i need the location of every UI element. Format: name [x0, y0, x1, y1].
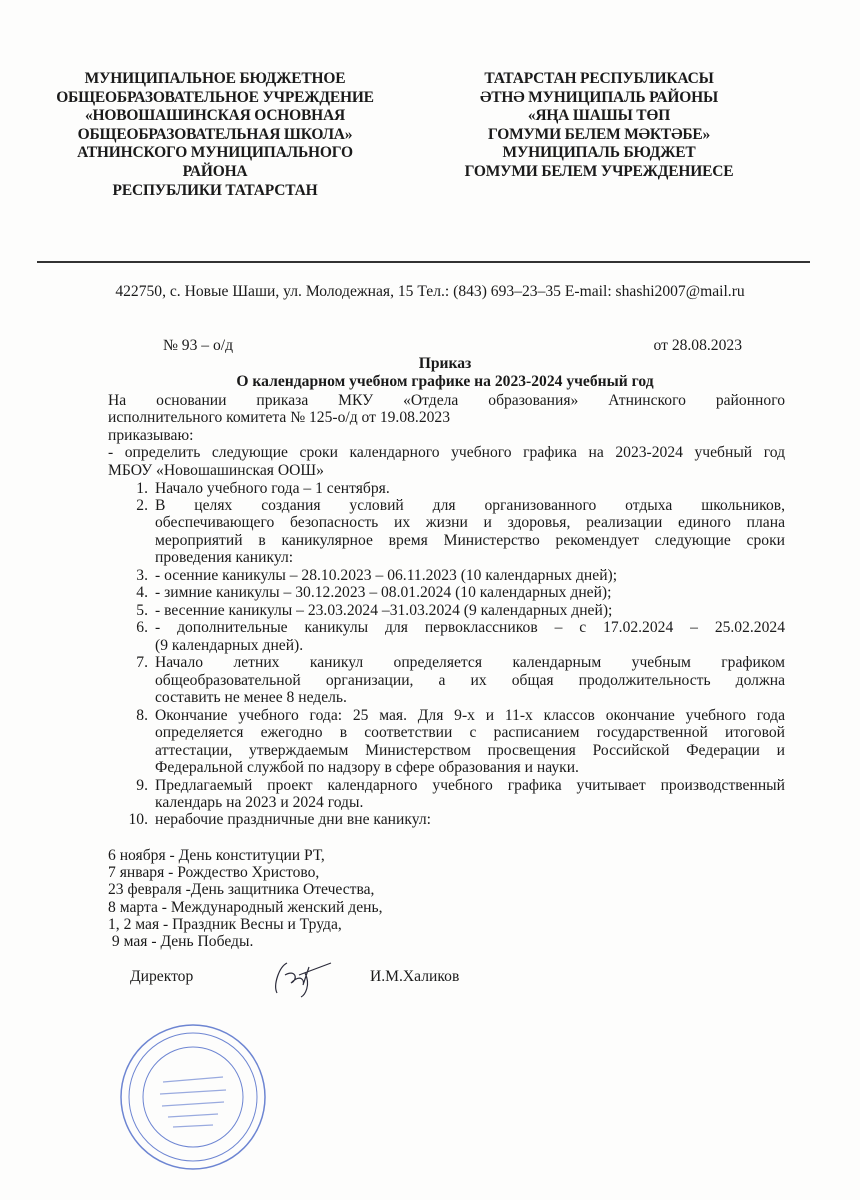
list-number: 10. — [128, 811, 148, 828]
signature-name: И.М.Халиков — [370, 968, 460, 985]
list-number: 8. — [136, 707, 148, 724]
list-item-line: обеспечивающего безопасность их жизни и здоровья, реализации единого плана — [155, 514, 785, 531]
holiday-line: 6 ноября - День конституции РТ, — [108, 847, 325, 864]
list-number: 4. — [136, 584, 148, 601]
header-right-line: ГОМУМИ БЕЛЕМ УЧРЕЖДЕНИЕСЕ — [464, 162, 734, 180]
doc-title: О календарном учебном графике на 2023-2024 учебный год — [236, 373, 654, 390]
header-left — [15, 70, 415, 200]
order-number: № 93 – о/д — [163, 337, 234, 354]
header-left-line: РАЙОНА — [182, 162, 248, 180]
list-item-line: - дополнительные каникулы для первоклассников – с 17.02.2024 – 25.02.2024 — [155, 619, 785, 636]
list-number: 3. — [136, 567, 148, 584]
header-right-line: ТАТАРСТАН РЕСПУБЛИКАСЫ — [484, 70, 714, 87]
list-item-line: проведения каникул: — [155, 549, 294, 566]
list-item-line: мероприятий в каникулярное время Министерство рекомендует следующие сроки — [155, 532, 785, 549]
list-item-line: составить не менее 8 недель. — [155, 689, 347, 706]
address: 422750, с. Новые Шаши, ул. Молодежная, 15 Тел.: (843) 693–23–35 E-mail: shashi2007@mail.ru — [115, 283, 745, 300]
holiday-line: 7 января - Рождество Христово, — [108, 864, 320, 881]
list-number: 9. — [136, 777, 148, 794]
list-number: 2. — [136, 497, 148, 514]
header-right-line: ГОМУМИ БЕЛЕМ МӘКТӘБЕ» — [487, 125, 711, 143]
header-right-line: «ЯҢА ШАШЫ ТӨП — [527, 107, 671, 125]
official-stamp — [118, 1022, 268, 1172]
list-number: 1. — [136, 480, 148, 497]
doc-type: Приказ — [418, 355, 472, 372]
list-item-line: Окончание учебного года: 25 мая. Для 9-х и 11-х классов окончание учебного года — [155, 707, 785, 724]
header-divider — [37, 261, 810, 263]
holiday-line: 1, 2 мая - Праздник Весны и Труда, — [108, 916, 342, 933]
list-item-line: календарь на 2023 и 2024 годы. — [155, 794, 364, 811]
list-item-line: В целях создания условий для организованного отдыха школьников, — [155, 497, 785, 514]
header-left-line: МУНИЦИПАЛЬНОЕ БЮДЖЕТНОЕ — [84, 70, 346, 87]
intro-line: - определить следующие сроки календарного учебного графика на 2023-2024 учебный год — [108, 444, 785, 461]
header-left-line: АТНИНСКОГО МУНИЦИПАЛЬНОГО — [77, 144, 353, 162]
signature-role: Директор — [130, 968, 194, 985]
list-item-line: определяется ежегодно в соответствии с расписанием государственной итоговой — [155, 724, 785, 741]
intro-line: исполнительного комитета № 125-о/д от 19.08.2023 — [108, 409, 451, 426]
list-number: 5. — [136, 602, 148, 619]
list-item-line: нерабочие праздничные дни вне каникул: — [155, 811, 431, 828]
holiday-line: 8 марта - Международный женский день, — [108, 899, 383, 916]
holiday-line: 9 мая - День Победы. — [108, 933, 254, 950]
list-item-line: Начало летних каникул определяется календарным учебным графиком — [155, 654, 785, 671]
list-item-line: - весенние каникулы – 23.03.2024 –31.03.2024 (9 календарных дней); — [155, 602, 613, 619]
list-number: 6. — [136, 619, 148, 636]
list-item-line: - зимние каникулы – 30.12.2023 – 08.01.2024 (10 календарных дней); — [155, 584, 612, 601]
header-left-line: ОБЩЕОБРАЗОВАТЕЛЬНОЕ УЧРЕЖДЕНИЕ — [56, 88, 374, 106]
intro-line: приказываю: — [108, 427, 194, 444]
list-item-line: общеобразовательной организации, а их общая продолжительность должна — [155, 672, 785, 689]
intro-line: На основании приказа МКУ «Отдела образования» Атнинского районного — [108, 392, 785, 409]
list-item-line: (9 календарных дней). — [155, 637, 304, 654]
header-right — [399, 70, 799, 182]
header-right-line: МУНИЦИПАЛЬ БЮДЖЕТ — [502, 144, 696, 162]
header-left-line: ОБЩЕОБРАЗОВАТЕЛЬНАЯ ШКОЛА» — [77, 125, 353, 143]
list-item-line: Начало учебного года – 1 сентября. — [155, 480, 390, 497]
header-right-line: ӘТНӘ МУНИЦИПАЛЬ РАЙОНЫ — [480, 88, 718, 106]
header-left-line: «НОВОШАШИНСКАЯ ОСНОВНАЯ — [84, 107, 346, 125]
header-left-line: РЕСПУБЛИКИ ТАТАРСТАН — [112, 181, 318, 199]
order-date: от 28.08.2023 — [653, 337, 742, 354]
list-item-line: - осенние каникулы – 28.10.2023 – 06.11.2023 (10 календарных дней); — [155, 567, 618, 584]
list-item-line: аттестации, утверждаемым Министерством просвещения Российской Федерации и — [155, 742, 785, 759]
list-number: 7. — [136, 654, 148, 671]
intro-line: МБОУ «Новошашинская ООШ» — [108, 462, 324, 479]
holiday-line: 23 февраля -День защитника Отечества, — [108, 881, 375, 898]
handwritten-signature — [265, 955, 335, 1000]
list-item-line: Федеральной службой по надзору в сфере образования и науки. — [155, 759, 579, 776]
list-item-line: Предлагаемый проект календарного учебного графика учитывает производственный — [155, 777, 785, 794]
